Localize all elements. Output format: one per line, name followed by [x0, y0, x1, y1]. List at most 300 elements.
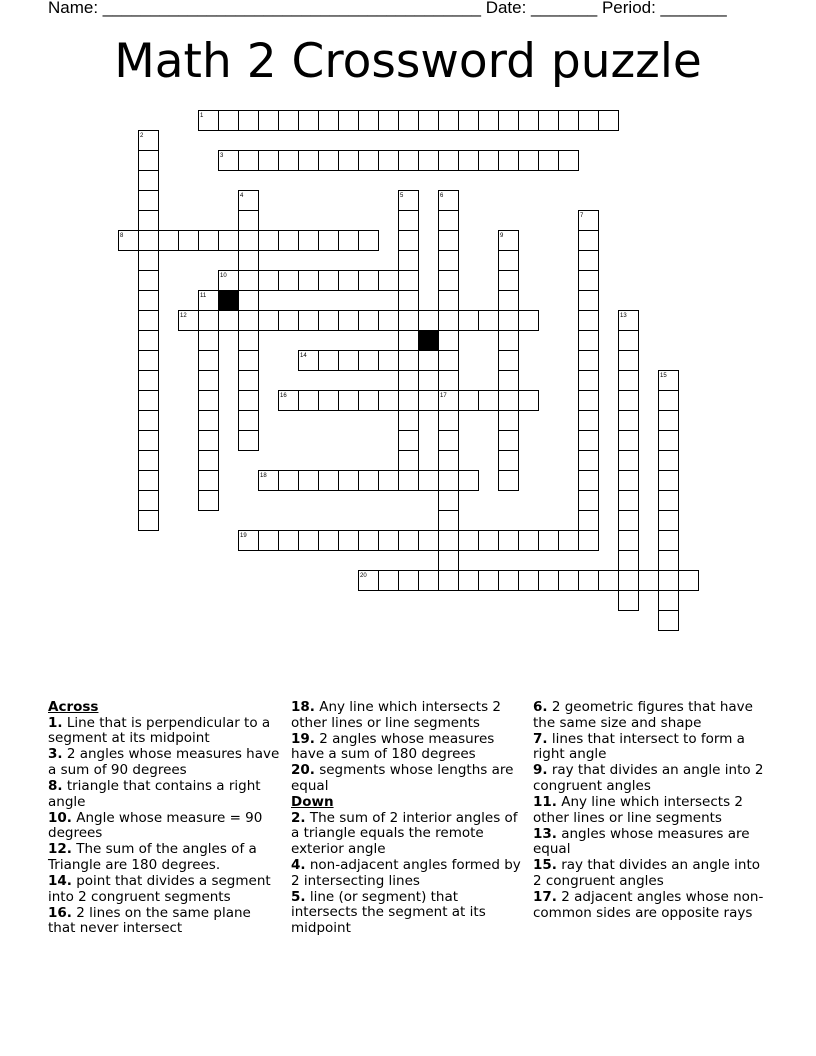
grid-cell[interactable] — [139, 211, 159, 231]
grid-cell[interactable] — [379, 311, 399, 331]
grid-cell[interactable] — [399, 531, 419, 551]
grid-cell[interactable] — [319, 531, 339, 551]
grid-cell[interactable] — [579, 311, 599, 331]
black-cell — [219, 291, 239, 311]
grid-cell[interactable] — [139, 271, 159, 291]
grid-cell[interactable] — [299, 391, 319, 411]
grid-cell[interactable] — [139, 491, 159, 511]
grid-cell[interactable] — [479, 391, 499, 411]
clue-item — [291, 858, 523, 889]
grid-cell[interactable] — [359, 111, 379, 131]
grid-cell[interactable] — [299, 311, 319, 331]
grid-cell[interactable] — [499, 391, 519, 411]
clue-item — [48, 874, 280, 905]
grid-cell[interactable] — [519, 531, 539, 551]
grid-cell[interactable] — [319, 391, 339, 411]
grid-cell[interactable] — [219, 111, 239, 131]
grid-cell[interactable] — [219, 311, 239, 331]
grid-cell[interactable] — [239, 231, 259, 251]
clue-item — [48, 906, 280, 937]
grid-cell[interactable] — [499, 451, 519, 471]
grid-cell[interactable] — [659, 511, 679, 531]
grid-cell[interactable] — [439, 491, 459, 511]
grid-cell[interactable] — [419, 311, 439, 331]
grid-cell[interactable] — [239, 431, 259, 451]
grid-cell[interactable] — [619, 391, 639, 411]
grid-cell[interactable] — [579, 491, 599, 511]
clue-number: 20. — [291, 762, 315, 779]
grid-cell[interactable] — [539, 531, 559, 551]
grid-cell[interactable] — [519, 311, 539, 331]
grid-cell[interactable] — [439, 351, 459, 371]
grid-cell[interactable] — [439, 471, 459, 491]
grid-cell[interactable] — [279, 311, 299, 331]
grid-cell[interactable] — [379, 571, 399, 591]
clue-text: angles whose measures are equal — [533, 825, 750, 858]
grid-cell[interactable] — [399, 211, 419, 231]
grid-cell[interactable] — [619, 351, 639, 371]
grid-cell[interactable] — [299, 471, 319, 491]
grid-cell[interactable] — [499, 471, 519, 491]
clue-text: Any line which intersects 2 other lines or line segments — [291, 699, 501, 731]
grid-cell[interactable] — [439, 451, 459, 471]
grid-cell[interactable] — [579, 371, 599, 391]
grid-cell[interactable] — [139, 371, 159, 391]
clues-column-1 — [48, 700, 280, 937]
cell-number: 5 — [400, 193, 404, 199]
clue-number: 8. — [48, 777, 63, 794]
grid-cell[interactable] — [619, 511, 639, 531]
grid-cell[interactable] — [499, 531, 519, 551]
grid-cell[interactable] — [499, 371, 519, 391]
grid-cell[interactable] — [639, 571, 659, 591]
cell-number: 20 — [360, 573, 367, 579]
clue-text: 2 angles whose measures have a sum of 90 degrees — [48, 746, 280, 778]
grid-cell[interactable] — [299, 151, 319, 171]
clue-text: 2 angles whose measures have a sum of 180 degrees — [291, 730, 495, 763]
grid-cell[interactable] — [139, 331, 159, 351]
grid-cell[interactable] — [319, 151, 339, 171]
grid-cell[interactable] — [339, 271, 359, 291]
grid-cell[interactable] — [359, 351, 379, 371]
grid-cell[interactable] — [579, 411, 599, 431]
grid-cell[interactable] — [239, 211, 259, 231]
grid-cell[interactable] — [419, 391, 439, 411]
grid-cell[interactable] — [439, 271, 459, 291]
grid-cell[interactable] — [619, 571, 639, 591]
grid-cell[interactable] — [179, 231, 199, 251]
grid-cell[interactable] — [439, 231, 459, 251]
grid-cell[interactable] — [499, 291, 519, 311]
grid-cell[interactable] — [579, 231, 599, 251]
grid-cell[interactable] — [159, 231, 179, 251]
grid-cell[interactable] — [579, 571, 599, 591]
grid-cell[interactable] — [279, 271, 299, 291]
grid-cell[interactable] — [239, 271, 259, 291]
grid-cell[interactable] — [539, 151, 559, 171]
grid-cell[interactable] — [619, 491, 639, 511]
grid-cell[interactable] — [579, 351, 599, 371]
clue-number: 3. — [48, 746, 63, 763]
clue-number: 19. — [291, 730, 315, 747]
grid-cell[interactable] — [619, 471, 639, 491]
grid-cell[interactable] — [279, 111, 299, 131]
grid-cell[interactable] — [339, 151, 359, 171]
grid-cell[interactable] — [519, 571, 539, 591]
grid-cell[interactable] — [439, 551, 459, 571]
grid-cell[interactable] — [559, 531, 579, 551]
grid-cell[interactable] — [259, 271, 279, 291]
grid-cell[interactable] — [399, 291, 419, 311]
clue-text: Angle whose measure = 90 degrees — [48, 809, 263, 842]
grid-cell[interactable] — [399, 371, 419, 391]
cell-number: 1 — [200, 113, 204, 119]
grid-cell[interactable] — [439, 511, 459, 531]
header-name-date-period: Name: ________________________________________ Date: _______ Period: _______ — [48, 0, 727, 17]
clue-text: ray that divides an angle into 2 congruent angles — [533, 857, 761, 890]
grid-cell[interactable] — [239, 391, 259, 411]
grid-cell[interactable] — [419, 151, 439, 171]
grid-cell[interactable] — [419, 111, 439, 131]
grid-cell[interactable] — [359, 471, 379, 491]
clue-text: Line that is perpendicular to a segment at its midpoint — [48, 714, 271, 747]
grid-cell[interactable] — [139, 411, 159, 431]
grid-cell[interactable] — [439, 311, 459, 331]
grid-cell[interactable] — [499, 271, 519, 291]
grid-cell[interactable] — [339, 231, 359, 251]
grid-cell[interactable] — [459, 151, 479, 171]
grid-cell[interactable] — [199, 311, 219, 331]
clue-text: 2 adjacent angles whose non-common sides are opposite rays — [533, 889, 764, 921]
clue-item — [533, 795, 765, 826]
clue-item — [291, 763, 523, 794]
clue-item — [533, 827, 765, 858]
grid-cell[interactable] — [419, 531, 439, 551]
grid-cell[interactable] — [259, 151, 279, 171]
grid-cell[interactable] — [459, 531, 479, 551]
grid-cell[interactable] — [579, 111, 599, 131]
grid-cell[interactable] — [399, 271, 419, 291]
grid-cell[interactable] — [659, 391, 679, 411]
grid-cell[interactable] — [399, 451, 419, 471]
grid-cell[interactable] — [659, 551, 679, 571]
grid-cell[interactable] — [619, 451, 639, 471]
grid-cell[interactable] — [399, 431, 419, 451]
grid-cell[interactable] — [339, 111, 359, 131]
grid-cell[interactable] — [479, 571, 499, 591]
clue-number: 6. — [533, 699, 548, 715]
grid-cell[interactable] — [479, 311, 499, 331]
grid-cell[interactable] — [579, 471, 599, 491]
grid-cell[interactable] — [399, 391, 419, 411]
cell-number: 16 — [280, 393, 287, 399]
grid-cell[interactable] — [379, 471, 399, 491]
clue-text: 2 geometric figures that have the same size and shape — [533, 699, 753, 731]
grid-cell[interactable] — [299, 531, 319, 551]
grid-cell[interactable] — [339, 311, 359, 331]
grid-cell[interactable] — [359, 151, 379, 171]
grid-cell[interactable] — [199, 431, 219, 451]
grid-cell[interactable] — [599, 571, 619, 591]
grid-cell[interactable] — [279, 531, 299, 551]
grid-cell[interactable] — [139, 171, 159, 191]
clue-text: segments whose lengths are equal — [291, 762, 514, 794]
grid-cell[interactable] — [439, 411, 459, 431]
grid-cell[interactable] — [439, 291, 459, 311]
grid-cell[interactable] — [499, 331, 519, 351]
grid-cell[interactable] — [299, 111, 319, 131]
grid-cell[interactable] — [659, 451, 679, 471]
cell-number: 9 — [500, 233, 504, 239]
grid-cell[interactable] — [399, 331, 419, 351]
grid-cell[interactable] — [579, 271, 599, 291]
grid-cell[interactable] — [139, 351, 159, 371]
grid-cell[interactable] — [299, 231, 319, 251]
grid-cell[interactable] — [399, 411, 419, 431]
grid-cell[interactable] — [199, 391, 219, 411]
grid-cell[interactable] — [539, 571, 559, 591]
grid-cell[interactable] — [659, 491, 679, 511]
grid-cell[interactable] — [239, 291, 259, 311]
grid-cell[interactable] — [379, 531, 399, 551]
grid-cell[interactable] — [419, 471, 439, 491]
grid-cell[interactable] — [259, 111, 279, 131]
clue-item — [291, 811, 523, 858]
grid-cell[interactable] — [139, 231, 159, 251]
grid-cell[interactable] — [139, 251, 159, 271]
grid-cell[interactable] — [199, 471, 219, 491]
grid-cell[interactable] — [359, 271, 379, 291]
grid-cell[interactable] — [379, 391, 399, 411]
grid-cell[interactable] — [339, 531, 359, 551]
grid-cell[interactable] — [319, 111, 339, 131]
grid-cell[interactable] — [579, 331, 599, 351]
grid-cell[interactable] — [139, 391, 159, 411]
clue-number: 7. — [533, 730, 548, 747]
grid-cell[interactable] — [559, 151, 579, 171]
grid-cell[interactable] — [439, 431, 459, 451]
grid-cell[interactable] — [239, 411, 259, 431]
grid-cell[interactable] — [399, 151, 419, 171]
grid-cell[interactable] — [619, 531, 639, 551]
clue-number: 9. — [533, 762, 548, 779]
grid-cell[interactable] — [499, 251, 519, 271]
grid-cell[interactable] — [199, 411, 219, 431]
grid-cell[interactable] — [439, 371, 459, 391]
grid-cell[interactable] — [239, 351, 259, 371]
clue-text: point that divides a segment into 2 congruent segments — [48, 873, 271, 905]
grid-cell[interactable] — [299, 271, 319, 291]
grid-cell[interactable] — [239, 251, 259, 271]
grid-cell[interactable] — [499, 431, 519, 451]
clue-number: 15. — [533, 857, 557, 874]
grid-cell[interactable] — [199, 491, 219, 511]
grid-cell[interactable] — [519, 391, 539, 411]
grid-cell[interactable] — [459, 311, 479, 331]
grid-cell[interactable] — [379, 151, 399, 171]
grid-cell[interactable] — [459, 111, 479, 131]
grid-cell[interactable] — [359, 391, 379, 411]
grid-cell[interactable] — [399, 471, 419, 491]
grid-cell[interactable] — [199, 351, 219, 371]
grid-cell[interactable] — [439, 331, 459, 351]
grid-cell[interactable] — [559, 111, 579, 131]
grid-cell[interactable] — [659, 431, 679, 451]
clue-item — [533, 700, 765, 731]
grid-cell[interactable] — [419, 571, 439, 591]
grid-cell[interactable] — [359, 311, 379, 331]
grid-cell[interactable] — [659, 411, 679, 431]
grid-cell[interactable] — [619, 331, 639, 351]
grid-cell[interactable] — [459, 471, 479, 491]
grid-cell[interactable] — [539, 111, 559, 131]
clue-text: line (or segment) that intersects the segment at its midpoint — [291, 888, 486, 936]
clue-text: non-adjacent angles formed by 2 intersecting lines — [291, 856, 521, 889]
grid-cell[interactable] — [579, 451, 599, 471]
grid-cell[interactable] — [319, 311, 339, 331]
grid-cell[interactable] — [399, 351, 419, 371]
grid-cell[interactable] — [579, 531, 599, 551]
grid-cell[interactable] — [239, 151, 259, 171]
clue-number: 18. — [291, 699, 315, 715]
grid-cell[interactable] — [439, 251, 459, 271]
clue-number: 12. — [48, 841, 72, 858]
grid-cell[interactable] — [499, 411, 519, 431]
grid-cell[interactable] — [659, 471, 679, 491]
grid-cell[interactable] — [579, 291, 599, 311]
grid-cell[interactable] — [419, 351, 439, 371]
grid-cell[interactable] — [379, 351, 399, 371]
grid-cell[interactable] — [139, 151, 159, 171]
grid-cell[interactable] — [379, 271, 399, 291]
grid-cell[interactable] — [259, 231, 279, 251]
grid-cell[interactable] — [659, 591, 679, 611]
grid-cell[interactable] — [319, 271, 339, 291]
grid-cell[interactable] — [279, 471, 299, 491]
grid-cell[interactable] — [659, 531, 679, 551]
grid-cell[interactable] — [459, 571, 479, 591]
grid-cell[interactable] — [199, 331, 219, 351]
grid-cell[interactable] — [259, 311, 279, 331]
grid-cell[interactable] — [219, 231, 239, 251]
grid-cell[interactable] — [499, 151, 519, 171]
grid-cell[interactable] — [439, 151, 459, 171]
grid-cell[interactable] — [439, 111, 459, 131]
grid-cell[interactable] — [559, 571, 579, 591]
grid-cell[interactable] — [399, 571, 419, 591]
grid-cell[interactable] — [139, 191, 159, 211]
clue-item — [533, 732, 765, 763]
grid-cell[interactable] — [199, 371, 219, 391]
clue-item — [533, 763, 765, 794]
grid-cell[interactable] — [359, 231, 379, 251]
grid-cell[interactable] — [359, 531, 379, 551]
grid-cell[interactable] — [599, 111, 619, 131]
grid-cell[interactable] — [619, 411, 639, 431]
page-title: Math 2 Crossword puzzle — [114, 34, 702, 89]
clue-text: The sum of 2 interior angles of a triangle equals the remote exterior angle — [291, 809, 518, 857]
grid-cell[interactable] — [139, 451, 159, 471]
grid-cell[interactable] — [239, 371, 259, 391]
grid-cell[interactable] — [319, 351, 339, 371]
grid-cell[interactable] — [239, 311, 259, 331]
grid-cell[interactable] — [579, 391, 599, 411]
grid-cell[interactable] — [439, 211, 459, 231]
grid-cell[interactable] — [459, 391, 479, 411]
grid-cell[interactable] — [259, 531, 279, 551]
grid-cell[interactable] — [319, 231, 339, 251]
grid-cell[interactable] — [139, 511, 159, 531]
grid-cell[interactable] — [579, 511, 599, 531]
grid-cell[interactable] — [339, 471, 359, 491]
grid-cell[interactable] — [499, 311, 519, 331]
grid-cell[interactable] — [239, 331, 259, 351]
grid-cell[interactable] — [279, 231, 299, 251]
grid-cell[interactable] — [619, 591, 639, 611]
grid-cell[interactable] — [619, 431, 639, 451]
clue-number: 17. — [533, 889, 557, 906]
grid-cell[interactable] — [139, 311, 159, 331]
grid-cell[interactable] — [399, 111, 419, 131]
grid-cell[interactable] — [399, 311, 419, 331]
grid-cell[interactable] — [479, 531, 499, 551]
grid-cell[interactable] — [479, 151, 499, 171]
grid-cell[interactable] — [519, 151, 539, 171]
grid-cell[interactable] — [239, 111, 259, 131]
grid-cell[interactable] — [139, 471, 159, 491]
grid-cell[interactable] — [499, 111, 519, 131]
grid-cell[interactable] — [619, 371, 639, 391]
clue-number: 10. — [48, 809, 72, 826]
grid-cell[interactable] — [679, 571, 699, 591]
cell-number: 14 — [300, 353, 307, 359]
grid-cell[interactable] — [499, 351, 519, 371]
cell-number: 2 — [140, 133, 144, 139]
clues-column-2 — [291, 700, 523, 937]
grid-cell[interactable] — [659, 571, 679, 591]
grid-cell[interactable] — [339, 391, 359, 411]
grid-cell[interactable] — [199, 231, 219, 251]
cell-number: 12 — [180, 313, 187, 319]
grid-cell[interactable] — [659, 611, 679, 631]
grid-cell[interactable] — [439, 531, 459, 551]
cell-number: 10 — [220, 273, 227, 279]
clue-text: lines that intersect to form a right angle — [533, 730, 745, 763]
clue-number: 11. — [533, 794, 557, 811]
grid-cell[interactable] — [339, 351, 359, 371]
grid-cell[interactable] — [579, 251, 599, 271]
grid-cell[interactable] — [379, 111, 399, 131]
cell-number: 15 — [660, 373, 667, 379]
clue-number: 16. — [48, 904, 72, 921]
cell-number: 3 — [220, 153, 224, 159]
grid-cell[interactable] — [499, 571, 519, 591]
grid-cell[interactable] — [479, 111, 499, 131]
grid-cell[interactable] — [319, 471, 339, 491]
grid-cell[interactable] — [139, 431, 159, 451]
grid-cell[interactable] — [579, 431, 599, 451]
grid-cell[interactable] — [439, 571, 459, 591]
grid-cell[interactable] — [139, 291, 159, 311]
grid-cell[interactable] — [519, 111, 539, 131]
grid-cell[interactable] — [399, 251, 419, 271]
grid-cell[interactable] — [279, 151, 299, 171]
grid-cell[interactable] — [399, 231, 419, 251]
clue-item — [291, 700, 523, 731]
grid-cell[interactable] — [619, 551, 639, 571]
grid-cell[interactable] — [199, 451, 219, 471]
clue-text: ray that divides an angle into 2 congruent angles — [533, 762, 764, 794]
